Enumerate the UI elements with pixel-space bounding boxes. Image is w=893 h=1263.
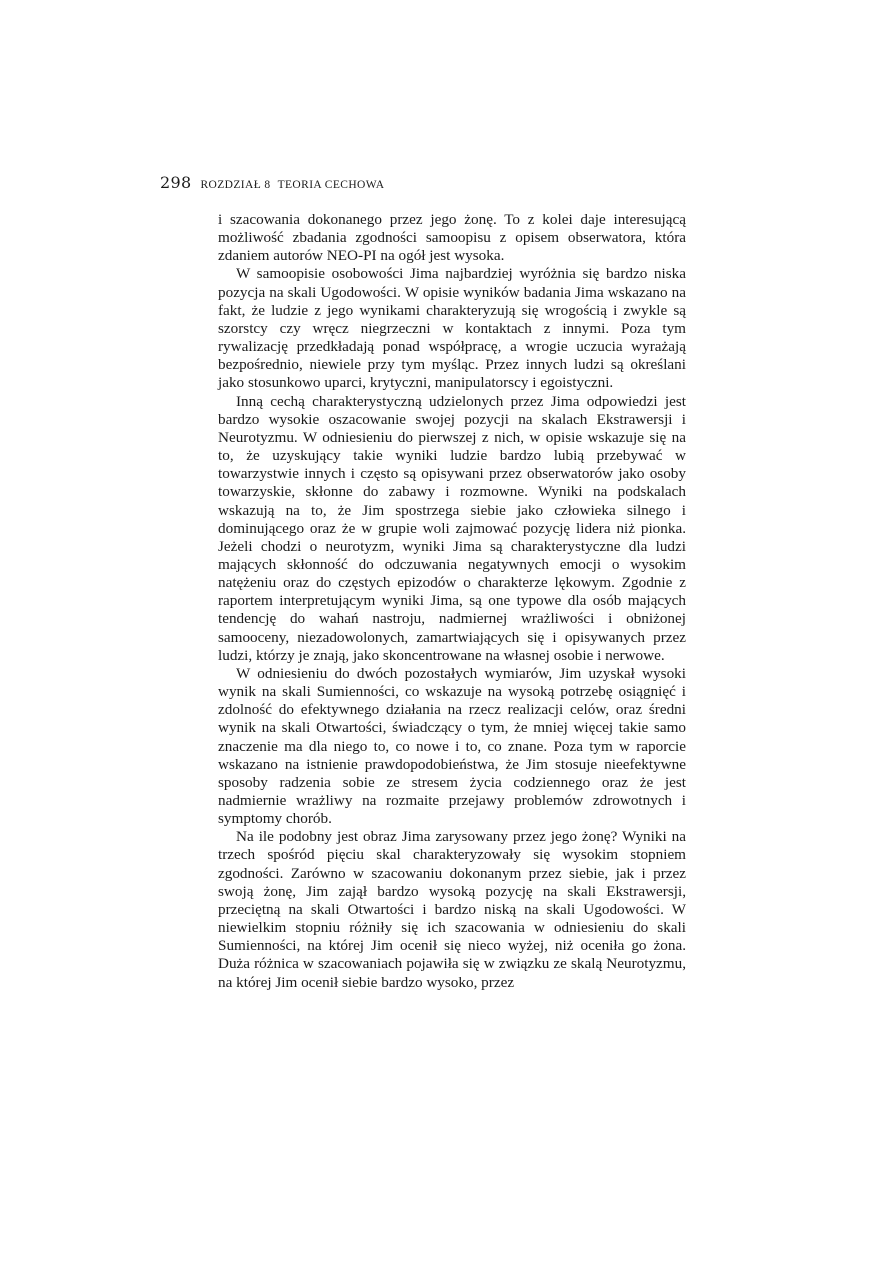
- paragraph-conscientiousness-openness: W odniesieniu do dwóch pozostałych wymiarów, Jim uzyskał wysoki wynik na skali Sumienności, co wskazuje na wysoką potrzebę osiągnięć i zdolność do efektywnego działania na rzecz realizacji celów, oraz średni wynik na skali Otwartości, świadczący o tym, że mniej więcej takie samo znaczenie ma dla niego to, co nowe i to, co znane. Poza tym w raporcie wskazano na istnienie prawdopodobieństwa, że Jim stosuje nieefektywne sposoby radzenia sobie ze stresem życia codziennego oraz że jest nadmiernie wrażliwy na rozmaite przejawy problemów zdrowotnych i symptomy chorób.: [218, 664, 686, 828]
- body-text: [218, 211, 686, 992]
- chapter-title: TEORIA CECHOWA: [277, 179, 385, 191]
- paragraph-spouse-comparison: Na ile podobny jest obraz Jima zarysowany przez jego żonę? Wyniki na trzech spośród pięciu skal charakteryzowały się wysokim stopniem zgodności. Zarówno w szacowaniu dokonanym przez siebie, jak i przez swoją żonę, Jim zajął bardzo wysoką pozycję na skali Ekstrawersji, przeciętną na skali Otwartości i bardzo niską na skali Ugodowości. W niewielkim stopniu różniły się ich szacowania w odniesieniu do skali Sumienności, na której Jim ocenił się nieco wyżej, niż oceniła go żona. Duża różnica w szacowaniach pojawiła się w związku ze skalą Neurotyzmu, na której Jim ocenił siebie bardzo wysoko, przez: [218, 828, 686, 991]
- paragraph-agreeableness: W samoopisie osobowości Jima najbardziej wyróżnia się bardzo niska pozycja na skali Ugodowości. W opisie wyników badania Jima wskazano na fakt, że ludzie z jego wynikami charakteryzują się wrogością i zwykle są szorstcy czy wręcz niegrzeczni w kontaktach z innymi. Poza tym rywalizację przedkładają ponad współpracę, a wrogie uczucia wyrażają bezpośrednio, niewiele przy tym myśląc. Przez innych ludzi są określani jako stosunkowo uparci, krytyczni, manipulatorscy i egoistyczni.: [218, 265, 686, 392]
- paragraph-extraversion-neuroticism: Inną cechą charakterystyczną udzielonych przez Jima odpowiedzi jest bardzo wysokie oszacowanie swojej pozycji na skalach Ekstrawersji i Neurotyzmu. W odniesieniu do pierwszej z nich, w opisie wskazuje się na to, że uzyskujący takie wyniki ludzie bardzo lubią przebywać w towarzystwie innych i często są opisywani przez obserwatorów jako osoby towarzyskie, skłonne do zabawy i rozmowne. Wyniki na podskalach wskazują na to, że Jim spostrzega siebie jako człowieka silnego i dominującego oraz że w grupie woli zajmować pozycję lidera niż pionka. Jeżeli chodzi o neurotyzm, wyniki Jima są charakterystyczne dla ludzi mających skłonność do odczuwania negatywnych emocji o wysokim natężeniu oraz do częstych epizodów o charakterze lękowym. Zgodnie z raportem interpretującym wyniki Jima, są one typowe dla osób mających tendencję do wahań nastroju, nadmiernej wrażliwości i obniżonej samooceny, niezadowolonych, zamartwiających się i opisywanych przez ludzi, którzy je znają, jako skoncentrowane na własnej osobie i nerwowe.: [218, 392, 686, 664]
- page-number: 298: [160, 173, 192, 192]
- running-head: [160, 173, 384, 195]
- paragraph-continuation: i szacowania dokonanego przez jego żonę. To z kolei daje interesującą możliwość zbadania zgodności samoopisu z opisem obserwatora, która zdaniem autorów NEO-PI na ogół jest wysoka.: [218, 211, 686, 265]
- chapter-label: ROZDZIAŁ 8: [200, 179, 271, 191]
